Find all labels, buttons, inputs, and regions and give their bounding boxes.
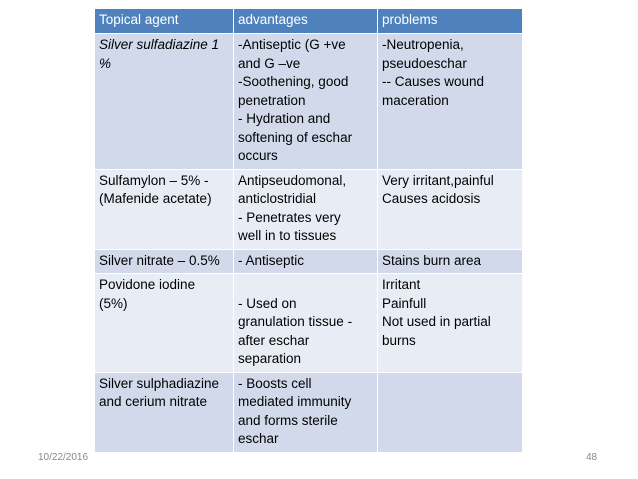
table-row [95, 274, 523, 373]
header-topical-agent: Topical agent [95, 9, 234, 34]
advantages-cell-line: Antipseudomonal, [238, 172, 347, 188]
advantages-cell-line: and G –ve [238, 55, 301, 71]
agent-cell [95, 34, 234, 170]
agent-cell [95, 249, 234, 274]
slide-number: 48 [586, 452, 598, 463]
advantages-cell-line: well in to tissues [238, 228, 337, 243]
agent-cell-line: Sulfamylon – 5% - [99, 172, 209, 188]
advantages-cell-line: mediated immunity [238, 394, 352, 409]
advantages-cell-line: - Hydration and [238, 111, 331, 126]
advantages-cell-line: - Penetrates very [238, 209, 341, 225]
table-row [95, 249, 523, 274]
advantages-cell-line: -Antiseptic (G +ve [238, 37, 346, 52]
advantages-cell [234, 249, 378, 274]
advantages-cell-line: eschar [238, 431, 279, 446]
advantages-cell [234, 274, 378, 373]
slide-date: 10/22/2016 [38, 452, 89, 463]
agent-cell [95, 372, 234, 452]
header-problems: problems [378, 9, 523, 34]
agent-cell [95, 274, 234, 373]
problems-cell [378, 34, 523, 170]
agent-cell-line: Povidone iodine [99, 277, 196, 292]
advantages-cell-line: -Soothening, good [238, 74, 349, 89]
advantages-cell-line: granulation tissue - [238, 314, 353, 329]
agent-cell-line: (5%) [99, 295, 128, 311]
agent-cell-line: Silver sulfadiazine 1 [99, 37, 220, 52]
advantages-cell-line: penetration [238, 92, 306, 108]
problems-cell-line: maceration [382, 92, 449, 108]
problems-cell [378, 249, 523, 274]
advantages-cell-line: anticlostridial [238, 191, 317, 206]
problems-cell [378, 274, 523, 373]
problems-cell-line: -Neutropenia, [382, 37, 464, 52]
advantages-cell-line: separation [238, 351, 302, 366]
table-row [95, 169, 523, 249]
agent-cell-line: Silver sulphadiazine [99, 375, 220, 391]
agent-cell-line: % [99, 55, 112, 71]
advantages-cell-line: occurs [238, 148, 278, 163]
table-row [95, 372, 523, 452]
problems-cell-line: Causes acidosis [382, 191, 481, 206]
advantages-cell [234, 169, 378, 249]
advantages-cell [234, 372, 378, 452]
topical-agents-table [94, 8, 523, 453]
problems-cell-line: Very irritant,painful [382, 172, 494, 188]
problems-cell [378, 169, 523, 249]
problems-cell-line: Irritant [382, 277, 421, 292]
problems-cell-line: Not used in partial [382, 314, 491, 329]
problems-cell-line: pseudoeschar [382, 55, 467, 71]
advantages-cell-line: - Antiseptic [238, 252, 305, 268]
problems-cell-line: Stains burn area [382, 252, 482, 268]
advantages-cell-line: - Boosts cell [238, 375, 312, 391]
agent-cell [95, 169, 234, 249]
header-advantages: advantages [234, 9, 378, 34]
problems-cell [378, 372, 523, 452]
advantages-cell-line: and forms sterile [238, 412, 338, 428]
advantages-cell-line: softening of eschar [238, 129, 353, 145]
agent-cell-line: (Mafenide acetate) [99, 191, 212, 206]
agent-cell-line: and cerium nitrate [99, 394, 208, 409]
advantages-cell-line [238, 276, 373, 295]
problems-cell-line: burns [382, 332, 416, 348]
table-header-row [95, 9, 523, 34]
advantages-cell [234, 34, 378, 170]
agent-cell-line: Silver nitrate – 0.5% [99, 252, 220, 268]
advantages-cell-line: - Used on [238, 295, 297, 311]
problems-cell-line: -- Causes wound [382, 74, 485, 89]
table-row [95, 34, 523, 170]
advantages-cell-line: after eschar [238, 332, 310, 348]
problems-cell-line: Painfull [382, 295, 427, 311]
